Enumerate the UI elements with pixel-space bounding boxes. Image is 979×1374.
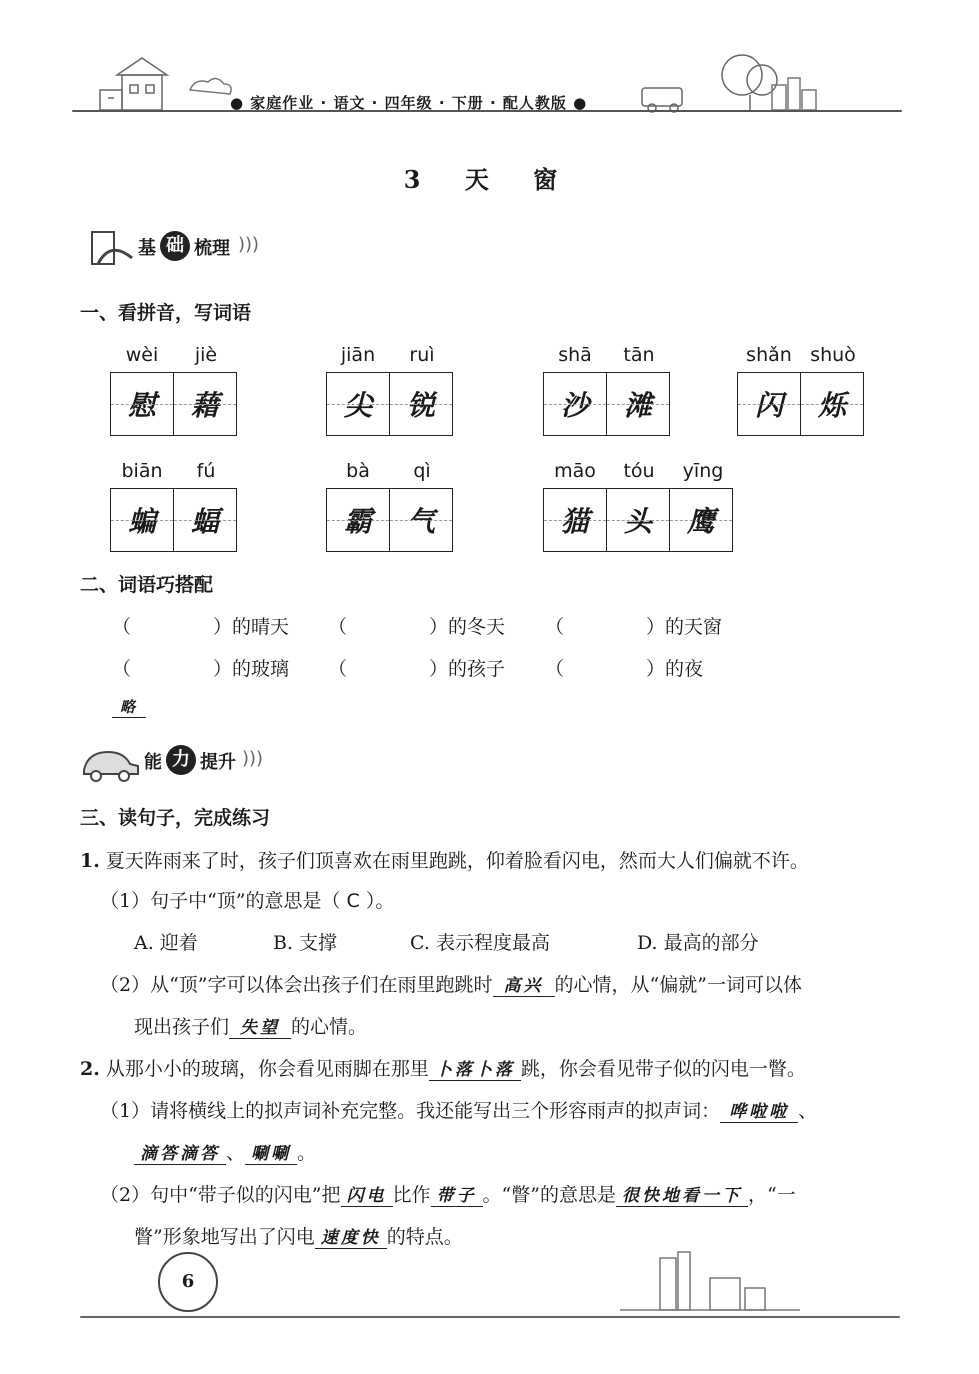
question-1-part-2-line-2: 现出孩子们 失望 的心情。	[134, 1012, 367, 1039]
matching-item: （ ）的冬天	[328, 616, 506, 638]
pinyin: jiān	[340, 344, 376, 366]
section2-answer: 略	[112, 696, 146, 718]
tree-drawing-icon	[722, 55, 777, 112]
car-badge-icon	[78, 742, 144, 786]
pinyin: qì	[413, 460, 431, 482]
answer-char: 气	[390, 489, 452, 551]
answer-char: 鹰	[670, 489, 732, 551]
pinyin: wèi	[125, 344, 159, 366]
pinyin: jiè	[194, 344, 218, 366]
tianzige-box	[110, 372, 237, 436]
pinyin: bà	[346, 460, 370, 482]
sound-wave-icon: )))	[242, 748, 264, 769]
option: C. 表示程度最高	[410, 932, 550, 954]
question-2-part-1: （1）请将横线上的拟声词补充完整。我还能写出三个形容雨声的拟声词： 哗啦啦 、	[100, 1096, 817, 1123]
pinyin: shuò	[810, 344, 856, 366]
lesson-title: 3 天 窗	[403, 165, 576, 194]
pinyin: tóu	[623, 460, 655, 482]
page-number: 6	[158, 1252, 218, 1312]
option: D. 最高的部分	[637, 932, 759, 954]
tianzige-box	[326, 488, 453, 552]
answer-char: 霸	[327, 489, 390, 551]
answer-char: 尖	[327, 373, 390, 435]
section-badge-basic	[88, 228, 268, 268]
tianzige-box	[543, 372, 670, 436]
matching-item: （ ）的晴天	[112, 616, 290, 638]
section-badge-advanced	[78, 742, 268, 782]
option: A. 迎着	[134, 932, 198, 954]
answer-char: 猫	[544, 489, 607, 551]
tianzige-box	[110, 488, 237, 552]
section2-heading: 二、词语巧搭配	[80, 574, 214, 596]
answer-char: 藉	[174, 373, 236, 435]
tianzige-box	[326, 372, 453, 436]
pinyin: tān	[623, 344, 655, 366]
badge-text-1: 能	[144, 752, 162, 773]
buildings-drawing-icon	[772, 78, 816, 110]
question-1: 1. 夏天阵雨来了时，孩子们顶喜欢在雨里跑跳，仰着脸看闪电，然而大人们偏就不许。	[80, 850, 809, 872]
pinyin: māo	[554, 460, 596, 482]
matching-item: （ ）的夜	[545, 658, 704, 680]
sound-wave-icon: )))	[238, 234, 260, 255]
footer-rule	[80, 1316, 900, 1318]
answer-char: 蝙	[111, 489, 174, 551]
badge-circle-char: 力	[166, 745, 196, 775]
pinyin: fú	[196, 460, 216, 482]
pinyin: shǎn	[746, 344, 792, 366]
pinyin: biān	[121, 460, 163, 482]
badge-text-2: 梳理	[194, 238, 230, 259]
question-2: 2. 从那小小的玻璃，你会看见雨脚在那里 卜落卜落 跳，你会看见带子似的闪电一瞥。	[80, 1054, 806, 1081]
section1-heading: 一、看拼音，写词语	[80, 302, 252, 324]
matching-item: （ ）的玻璃	[112, 658, 290, 680]
question-1-part-1: （1）句子中“顶”的意思是（ C ）。	[100, 890, 395, 912]
cloud-icon	[190, 78, 231, 94]
answer-char: 头	[607, 489, 670, 551]
answer-char: 慰	[111, 373, 174, 435]
answer-char: 闪	[738, 373, 801, 435]
tianzige-box	[737, 372, 864, 436]
answer-char: 沙	[544, 373, 607, 435]
badge-text-1: 基	[138, 238, 156, 259]
car-drawing-icon	[642, 88, 682, 112]
question-2-part-2-line-2: 瞥”形象地写出了闪电 速度快 的特点。	[134, 1222, 463, 1249]
matching-item: （ ）的孩子	[328, 658, 506, 680]
badge-circle-char: 础	[160, 231, 190, 261]
matching-item: （ ）的天窗	[545, 616, 723, 638]
question-2-part-1-line-2: 滴答滴答 、 唰唰 。	[134, 1138, 316, 1165]
badge-text-2: 提升	[200, 752, 236, 773]
book-slide-icon	[88, 228, 140, 272]
footer-city-drawing-icon	[620, 1248, 800, 1312]
pinyin: shā	[558, 344, 592, 366]
option: B. 支撑	[273, 932, 338, 954]
answer-char: 滩	[607, 373, 669, 435]
answer-char: 蝠	[174, 489, 236, 551]
tianzige-box	[543, 488, 733, 552]
house-drawing-icon	[100, 58, 167, 110]
question-1-part-2: （2）从“顶”字可以体会出孩子们在雨里跑跳时 高兴 的心情，从“偏就”一词可以体	[100, 970, 802, 997]
question-2-part-2: （2）句中“带子似的闪电”把 闪电 比作 带子 。“瞥”的意思是 很快地看一下 ，“一	[100, 1180, 796, 1207]
answer-char: 烁	[801, 373, 863, 435]
section3-heading: 三、读句子，完成练习	[80, 807, 271, 829]
pinyin: yīng	[682, 460, 724, 482]
pinyin: ruì	[409, 344, 435, 366]
answer-char: 锐	[390, 373, 452, 435]
book-series-title: ● 家庭作业 · 语文 · 四年级 · 下册 · 配人教版 ●	[230, 94, 588, 112]
